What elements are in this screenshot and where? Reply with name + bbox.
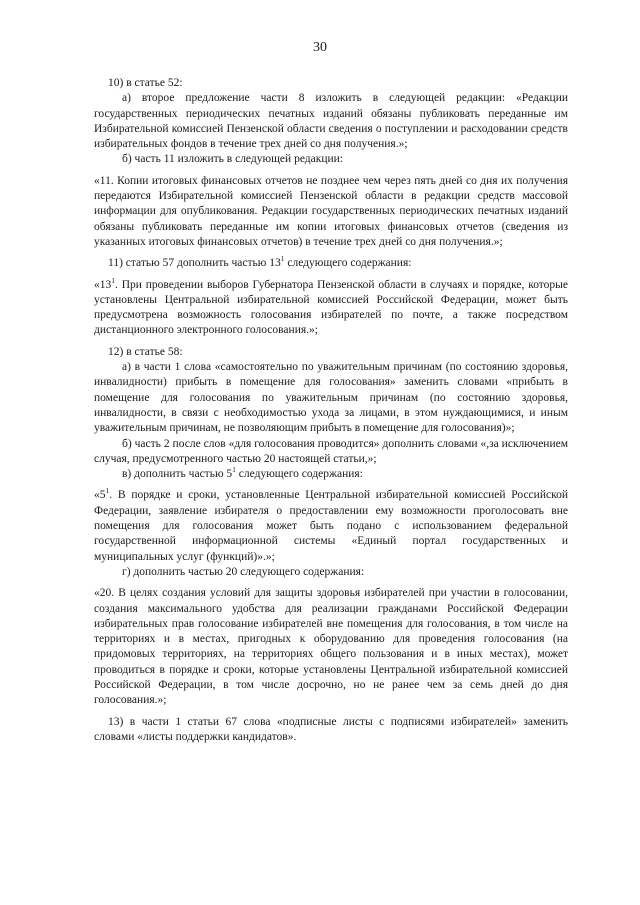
quote-part-5-1: [94, 488, 568, 564]
quote-13-1-start: «13: [94, 278, 112, 291]
item-11: [94, 256, 568, 271]
item-11-sup: 1: [280, 254, 285, 264]
item-12: 12) в статье 58:: [108, 345, 183, 358]
quote-5-1-start: «5: [94, 489, 106, 502]
item-10-b: б) часть 11 изложить в следующей редакции:: [122, 153, 343, 166]
item-12-a: а) в части 1 слова «самостоятельно по уважительным причинам (по состоянию здоровья, инвалидности) прибыть в помещение для голосования» заменить словами «прибыть в помещение для голосования по уважительным причинам (по состоянию здоровья, инвалидности, в связи с необходимостью ухода за лицами, в этом нуждающимися, и иным уважительным причинам, не позволяющим прибыть в помещение для голосования)»;: [94, 361, 568, 435]
quote-part-20: «20. В целях создания условий для защиты здоровья избирателей при участии в голосовании, создания максимального удобства для реализации гражданами Российской Федерации избирательных прав голосование избирателей вне помещения для голосования, в том числе на территориях и в местах, пригодных к оборудованию для проведения голосования (на придомовых территориях, на территориях общего пользования и в иных местах), может проводиться в порядке и сроки, которые установлены Центральной избирательной комиссией Российской Федерации, в том числе досрочно, но не ранее чем за семь дней до дня голосования.»;: [94, 587, 568, 707]
quote-5-1-text: . В порядке и сроки, установленные Центральной избирательной комиссией Российской Федерации, заявление избирателя о предоставлении ему возможности проголосовать вне помещения для голосования может быть подано с использованием федеральной государственной информационной системы «Единый портал государственных и муниципальных услуг (функций)».»;: [94, 489, 568, 563]
item-12-v-sup: 1: [232, 465, 236, 475]
item-12-v-text-end: следующего содержания:: [235, 468, 363, 481]
quote-5-1-sup: 1: [105, 486, 110, 496]
item-12-g: г) дополнить частью 20 следующего содержания:: [122, 565, 365, 578]
item-13: 13) в части 1 статьи 67 слова «подписные листы с подписями избирателей» заменить словами «листы поддержки кандидатов».: [94, 715, 568, 743]
document-body: [94, 76, 568, 745]
item-12-v: [94, 467, 568, 482]
quote-13-1-sup: 1: [111, 275, 115, 285]
page-number: 30: [313, 40, 327, 55]
quote-13-1-text: . При проведении выборов Губернатора Пензенской области в случаях и порядке, которые установлены Центральной избирательной комиссией Российской Федерации, может быть предусмотрена возможность голосования избирателей по почте, а также посредством дистанционного электронного голосования.»;: [94, 278, 568, 337]
item-12-b: б) часть 2 после слов «для голосования проводится» дополнить словами «,за исключением случая, предусмотренного частью 20 настоящей статьи,»;: [94, 437, 568, 465]
item-10: 10) в статье 52:: [108, 77, 183, 89]
quote-part-11: «11. Копии итоговых финансовых отчетов не позднее чем через пять дней со дня их получения передаются Избирательной комиссией Пензенской области в редакции средств массовой информации для опубликования. Редакции государственных периодических печатных изданий обязаны публиковать переданные им копии итоговых финансовых отчетов (сведения из указанных итоговых финансовых отчетов) в течение трех дней со дня получения.»;: [94, 174, 568, 248]
item-11-text: 11) статью 57 дополнить частью 13: [108, 257, 281, 270]
quote-part-13-1: [94, 275, 568, 339]
item-10-a: а) второе предложение части 8 изложить в следующей редакции: «Редакции государственных периодических печатных изданий обязаны публиковать переданные им Избирательной комиссией Пензенской области сведения о поступлении и расходовании средств избирательных фондов в течение трех дней со дня получения.»;: [94, 92, 568, 151]
item-12-v-text: в) дополнить частью 5: [122, 468, 233, 481]
item-11-text-end: следующего содержания:: [284, 257, 412, 270]
